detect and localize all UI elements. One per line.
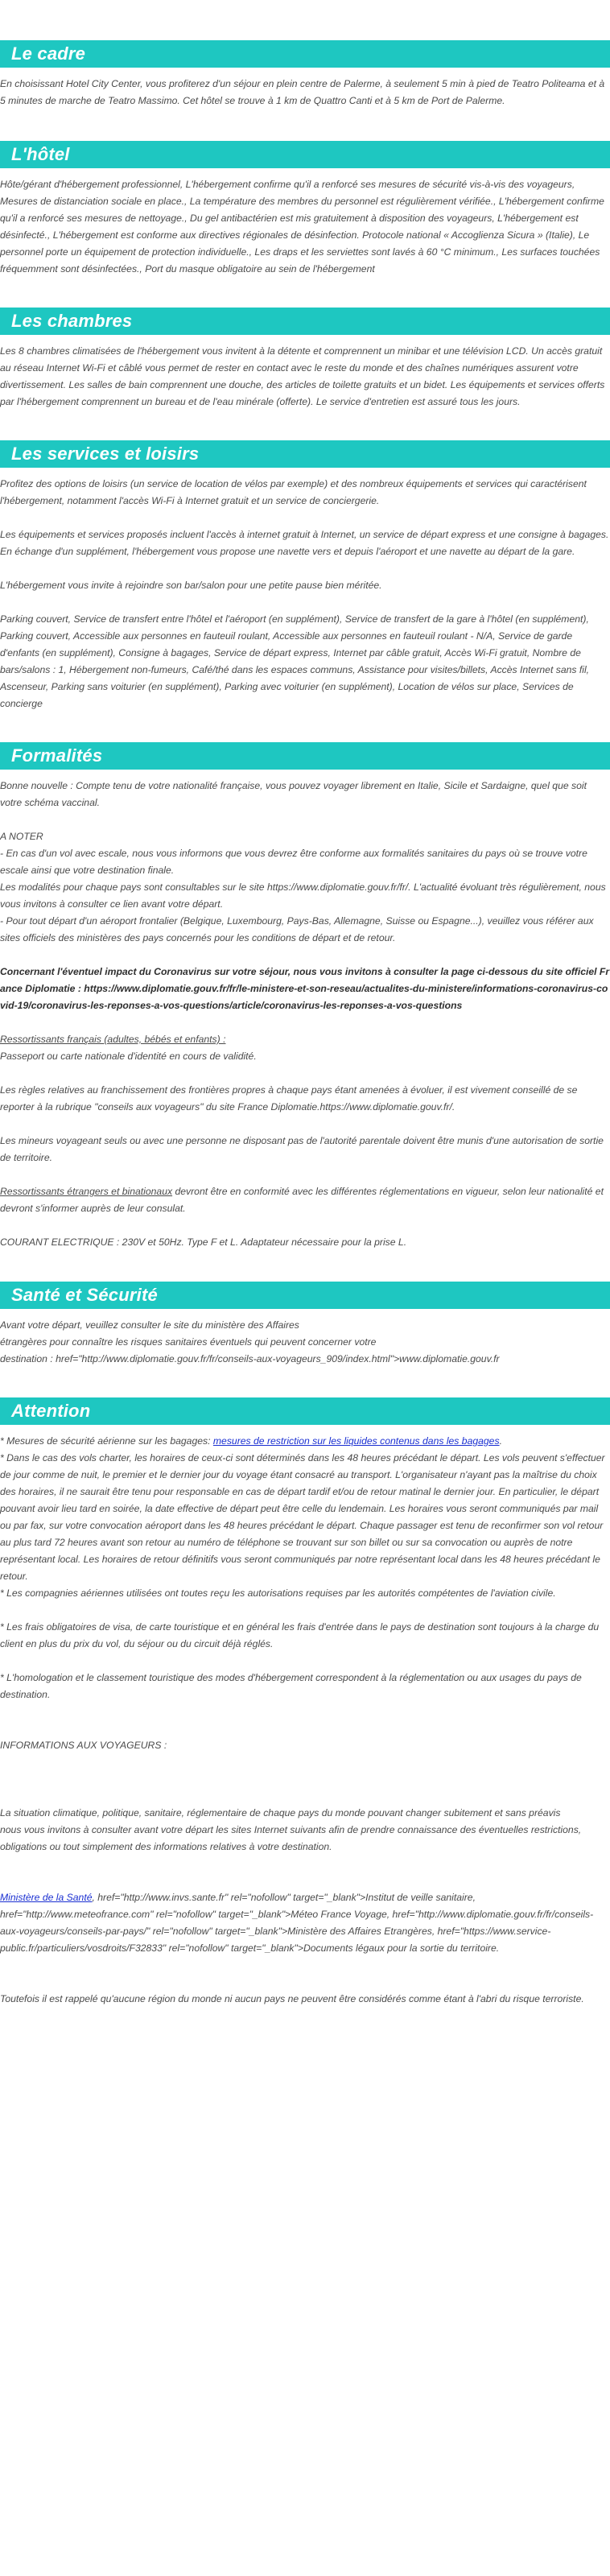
- sites-officiels: [0, 1889, 610, 1957]
- services-paragraph-1: Profitez des options de loisirs (un service de location de vélos par exemple) et des nombreux équipements et services qui caractérisent l'hébergement, notamment l'accès Wi-Fi à Internet gratuit et un service de conciergerie.: [0, 478, 587, 506]
- sites-officiels-text: , href="http://www.invs.sante.fr" rel="nofollow" target="_blank">Institut de veille sanitaire, href="http://www.meteofrance.com" rel="nofollow" target="_blank">Méteo France Voyage, href="http://www.diplomatie.gouv.fr/fr/conseils-aux-voyageurs/conseils-par-pays/" rel="nofollow" target="_blank">Ministère des Affaires Etrangères, href="https://www.service-public.fr/particuliers/vosdroits/F32833" rel="nofollow" target="_blank">Documents légaux pour la sortie du territoire.: [0, 1892, 594, 1954]
- spacer: [0, 1771, 610, 1788]
- section-title-cadre: Le cadre: [0, 40, 610, 68]
- frais-notice: * Les frais obligatoires de visa, de carte touristique et en général les frais d'entrée dans le pays de destination sont toujours à la charge du client en plus du prix du vol, du séjour ou du circuit déjà réglés.: [0, 1621, 600, 1649]
- spacer: [0, 594, 610, 611]
- spacer: [0, 1116, 610, 1133]
- section-title-services: Les services et loisirs: [0, 440, 610, 468]
- spacer: [0, 1754, 610, 1771]
- spacer: [0, 1166, 610, 1183]
- section-content-chambres: [0, 335, 610, 411]
- chambres-text: Les 8 chambres climatisées de l'hébergement vous invitent à la détente et comprennent un minibar et une télévision LCD. Un accès gratuit au réseau Internet Wi-Fi et câblé vous permet de rester en contact avec le reste du monde et des chaînes numériques assurent votre divertissement. Les salles de bain comprennent une douche, des articles de toilette gratuits et un bidet. Les équipements et services offerts par l'hébergement comprennent un bureau et de l'eau minérale (offerte). Le service d'entretien est assuré tous les jours.: [0, 345, 605, 407]
- section-cadre: [0, 0, 610, 109]
- mesures-bagages: [0, 1433, 610, 1450]
- spacer: [0, 1974, 610, 1991]
- regles-frontieres: Les règles relatives au franchissement des frontières propres à chaque pays étant amenées à évoluer, il est vivement conseillé de se reporter à la rubrique "conseils aux voyageurs" du site France Diplomatie.https://www.diplomatie.gouv.fr/.: [0, 1084, 578, 1113]
- section-sante: [0, 1251, 610, 1368]
- cadre-text: En choisissant Hotel City Center, vous profiterez d'un séjour en plein centre de Palerme, à seulement 5 min à pied de Teatro Politeama et à 5 minutes de marche de Teatro Massimo. Cet hôtel se trouve à 1 km de Quattro Canti et à 5 km de Port de Palerme.: [0, 78, 605, 106]
- terrorisme-notice: Toutefois il est rappelé qu'aucune région du monde ni aucun pays ne peuvent être considérés comme étant à l'abri du risque terroriste.: [0, 1993, 584, 2004]
- services-paragraph-3: L'hébergement vous invite à rejoindre son bar/salon pour une petite pause bien méritée.: [0, 580, 382, 591]
- spacer: [0, 811, 610, 828]
- hotel-text: Hôte/gérant d'hébergement professionnel, L'hébergement confirme qu'il a renforcé ses mesures de sécurité vis-à-vis des voyageurs, Mesures de distanciation sociale en place., La température des membres du personnel est régulièrement vérifiée., L'hébergement confirme qu'il a renforcé ses mesures de nettoyage., Du gel antibactérien est mis gratuitement à disposition des voyageurs, L'hébergement est désinfecté., L'hébergement est conforme aux directives régionales de désinfection. Protocole national « Accoglienza Sicura » (Italie), Le personnel porte un équipement de protection individuelle., Les draps et les serviettes sont lavés à 60 °C minimum., Les surfaces touchées fréquemment sont désinfectées., Port du masque obligatoire au sein de l'hébergement: [0, 179, 604, 275]
- infos-voyageurs-title: INFORMATIONS AUX VOYAGEURS :: [0, 1740, 167, 1751]
- section-content-formalites: [0, 770, 610, 1251]
- section-title-formalites: Formalités: [0, 742, 610, 770]
- noter-title: A NOTER: [0, 831, 43, 842]
- spacer: [0, 1065, 610, 1082]
- sante-line-1: Avant votre départ, veuillez consulter le site du ministère des Affaires: [0, 1319, 299, 1331]
- formalites-intro: Bonne nouvelle : Compte tenu de votre nationalité française, vous pouvez voyager librement en Italie, Sicile et Sardaigne, quel que soit votre schéma vaccinal.: [0, 780, 587, 808]
- spacer: [0, 1014, 610, 1031]
- situation-notice: La situation climatique, politique, sanitaire, réglementaire de chaque pays du monde pouvant changer subitement et sans préavis: [0, 1807, 561, 1818]
- section-title-attention: Attention: [0, 1397, 610, 1425]
- section-content-sante: [0, 1309, 610, 1368]
- section-title-sante: Santé et Sécurité: [0, 1282, 610, 1309]
- spacer: [0, 1957, 610, 1974]
- spacer: [0, 1653, 610, 1670]
- courant-electrique: COURANT ELECTRIQUE : 230V et 50Hz. Type F et L. Adaptateur nécessaire pour la prise L.: [0, 1236, 407, 1248]
- spacer: [0, 1703, 610, 1720]
- spacer: [0, 1872, 610, 1889]
- homologation-notice: * L'homologation et le classement touristique des modes d'hébergement correspondent à la réglementation ou aux usages du pays de destination.: [0, 1672, 582, 1700]
- mesures-suffix: .: [499, 1435, 502, 1447]
- liquides-restriction-link[interactable]: mesures de restriction sur les liquides contenus dans les bagages: [212, 1435, 500, 1447]
- section-content-services: [0, 468, 610, 712]
- spacer: [0, 1602, 610, 1619]
- sante-line-3: destination : href="http://www.diplomatie.gouv.fr/fr/conseils-aux-voyageurs_909/index.html">www.diplomatie.gouv.fr: [0, 1353, 500, 1364]
- ressortissants-etrangers: [0, 1183, 610, 1217]
- compagnies-notice: * Les compagnies aériennes utilisées ont toutes reçu les autorisations requises par les autorités compétentes de l'aviation civile.: [0, 1587, 556, 1599]
- covid-notice: Concernant l'éventuel impact du Coronavirus sur votre séjour, nous vous invitons à consulter la page ci-dessous du site officiel France Diplomatie : https://www.diplomatie.gouv.fr/fr/le-ministere-et-son-reseau/actualites-du-ministere/informations-coronavirus-covid-19/coronavirus-les-reponses-a-vos-questions/article/coronavirus-les-reponses-a-vos-questions: [0, 966, 610, 1011]
- mesures-prefix: * Mesures de sécurité aérienne sur les bagages:: [0, 1435, 213, 1447]
- section-chambres: [0, 278, 610, 411]
- spacer: [0, 947, 610, 964]
- ressortissants-francais-text: Passeport ou carte nationale d'identité en cours de validité.: [0, 1051, 257, 1062]
- services-paragraph-2: Les équipements et services proposés incluent l'accès à internet gratuit à Internet, un service de départ express et une consigne à bagages. En échange d'un supplément, l'hébergement vous propose une navette vers et depuis l'aéroport et une navette au départ de la gare.: [0, 529, 609, 557]
- noter-item-3: - Pour tout départ d'un aéroport frontalier (Belgique, Luxembourg, Pays-Bas, Allemagne, Suisse ou Espagne...), veuillez vous référer aux sites officiels des ministères des pays concernés pour les conditions de départ et de retour.: [0, 915, 594, 943]
- noter-item-1: - En cas d'un vol avec escale, nous vous informons que vous devrez être conforme aux formalités sanitaires du pays où se trouve votre escale ainsi que votre destination finale.: [0, 848, 587, 876]
- mineurs-notice: Les mineurs voyageant seuls ou avec une personne ne disposant pas de l'autorité parentale doivent être munis d'une autorisation de sortie de territoire.: [0, 1135, 604, 1163]
- ressortissants-etrangers-label: Ressortissants étrangers et binationaux: [0, 1186, 173, 1197]
- section-services: [0, 411, 610, 712]
- ressortissants-etrangers-text: devront être en conformité avec les différentes réglementations en vigueur, selon leur nationalité et devront s'informer auprès de leur consulat.: [0, 1186, 604, 1214]
- spacer: [0, 1217, 610, 1234]
- section-title-hotel: L'hôtel: [0, 141, 610, 168]
- spacer: [0, 1856, 610, 1872]
- noter-item-2: Les modalités pour chaque pays sont consultables sur le site https://www.diplomatie.gouv.fr/fr/. L'actualité évoluant très régulièrement, nous vous invitons à consulter ce lien avant votre départ.: [0, 881, 606, 910]
- ressortissants-francais-label: Ressortissants français (adultes, bébés et enfants) :: [0, 1034, 226, 1045]
- spacer: [0, 1788, 610, 1805]
- section-formalites: [0, 712, 610, 1251]
- section-content-cadre: [0, 68, 610, 109]
- vols-charter-notice: * Dans le cas des vols charter, les horaires de ceux-ci sont déterminés dans les 48 heures précédant le départ. Les vols peuvent s'effectuer de jour comme de nuit, le premier et le dernier jour du voyage étant consacré au transport. L'organisateur n'ayant pas la maîtrise du choix des horaires, il ne saurait être tenu pour responsable en cas de départ tardif et/ou de retour matinal le dernier jour. En particulier, le départ pouvant avoir lieu tard en soirée, la date effective de départ peut être celle du lendemain. Les horaires vous seront communiqués par mail ou par fax, sur votre convocation aéroport dans les 48 heures précédant le départ. Chaque passager est tenu de reconfirmer son vol retour au plus tard 72 heures avant son retour au numéro de téléphone se trouvant sur son billet ou sur sa convocation ou auprès de notre représentant local. Les horaires de retour définitifs vous seront communiqués par notre représentant local dans les 48 heures précédant le retour.: [0, 1452, 605, 1582]
- section-content-attention: [0, 1425, 610, 2008]
- services-paragraph-4: Parking couvert, Service de transfert entre l'hôtel et l'aéroport (en supplément), Service de transfert de la gare à l'hôtel (en supplément), Parking couvert, Accessible aux personnes en fauteuil roulant, Accessible aux personnes en fauteuil roulant - N/A, Service de garde d'enfants (en supplément), Consigne à bagages, Service de départ express, Internet par câble gratuit, Accès Wi-Fi gratuit, Nombre de bars/salons : 1, Hébergement non-fumeurs, Café/thé dans les espaces communs, Assistance pour visites/billets, Accès Internet sans fil, Ascenseur, Parking sans voiturier (en supplément), Parking avec voiturier (en supplément), Location de vélos sur place, Services de concierge: [0, 613, 590, 709]
- spacer: [0, 560, 610, 577]
- spacer: [0, 1720, 610, 1737]
- ministere-sante-link[interactable]: Ministère de la Santé: [0, 1892, 93, 1903]
- section-attention: [0, 1368, 610, 2008]
- sante-line-2: étrangères pour connaître les risques sanitaires éventuels qui peuvent concerner votre: [0, 1336, 377, 1348]
- section-hotel: [0, 109, 610, 278]
- consulter-notice: nous vous invitons à consulter avant votre départ les sites Internet suivants afin de prendre connaissance des éventuelles restrictions, obligations ou tout simplement des informations relatives à votre destination.: [0, 1824, 582, 1852]
- spacer: [0, 510, 610, 526]
- section-title-chambres: Les chambres: [0, 308, 610, 335]
- section-content-hotel: [0, 168, 610, 278]
